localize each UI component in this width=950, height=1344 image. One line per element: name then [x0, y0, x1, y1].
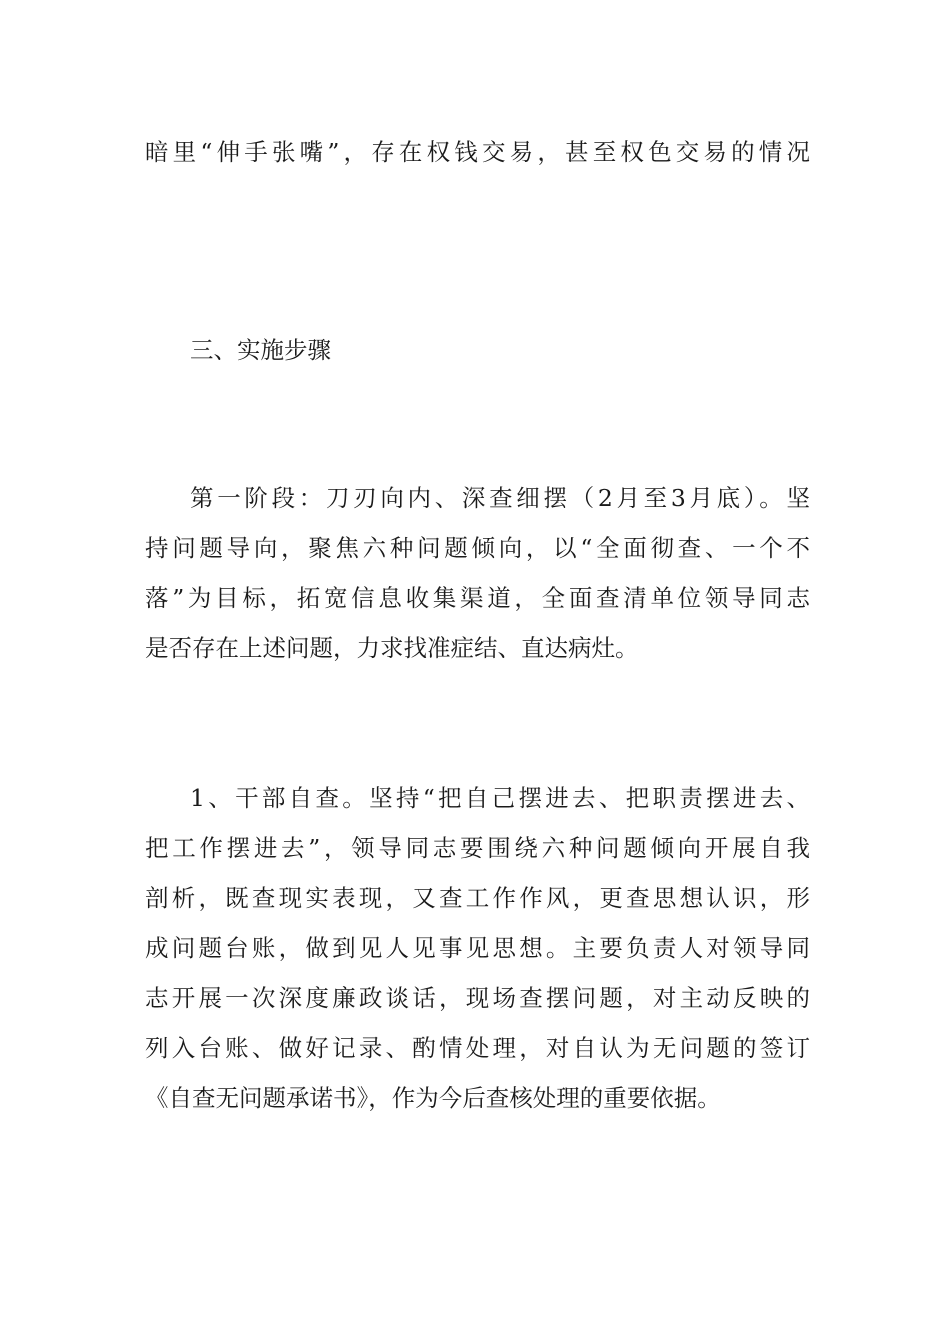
paragraph-line: 是否存在上述问题，力求找准症结、直达病灶。 [145, 634, 639, 662]
paragraph-line: 1、干部自查。坚持“把自己摆进去、把职责摆进去、 [190, 784, 810, 812]
continuation-line: 暗里“伸手张嘴”，存在权钱交易，甚至权色交易的情况 [145, 138, 810, 166]
paragraph-line: 《自查无问题承诺书》，作为今后查核处理的重要依据。 [145, 1084, 721, 1112]
paragraph-line: 成问题台账，做到见人见事见思想。主要负责人对领导同 [145, 934, 810, 962]
paragraph-line: 持问题导向，聚焦六种问题倾向，以“全面彻查、一个不 [145, 534, 810, 562]
paragraph-line: 落”为目标，拓宽信息收集渠道，全面查清单位领导同志 [145, 584, 810, 612]
section-heading: 三、实施步骤 [190, 336, 331, 364]
paragraph-line: 第一阶段：刀刃向内、深查细摆（2月至3月底）。坚 [190, 484, 810, 512]
paragraph-line: 把工作摆进去”，领导同志要围绕六种问题倾向开展自我 [145, 834, 810, 862]
paragraph-line: 列入台账、做好记录、酌情处理，对自认为无问题的签订 [145, 1034, 810, 1062]
paragraph-line: 剖析，既查现实表现，又查工作作风，更查思想认识，形 [145, 884, 810, 912]
paragraph-line: 志开展一次深度廉政谈话，现场查摆问题，对主动反映的 [145, 984, 810, 1012]
